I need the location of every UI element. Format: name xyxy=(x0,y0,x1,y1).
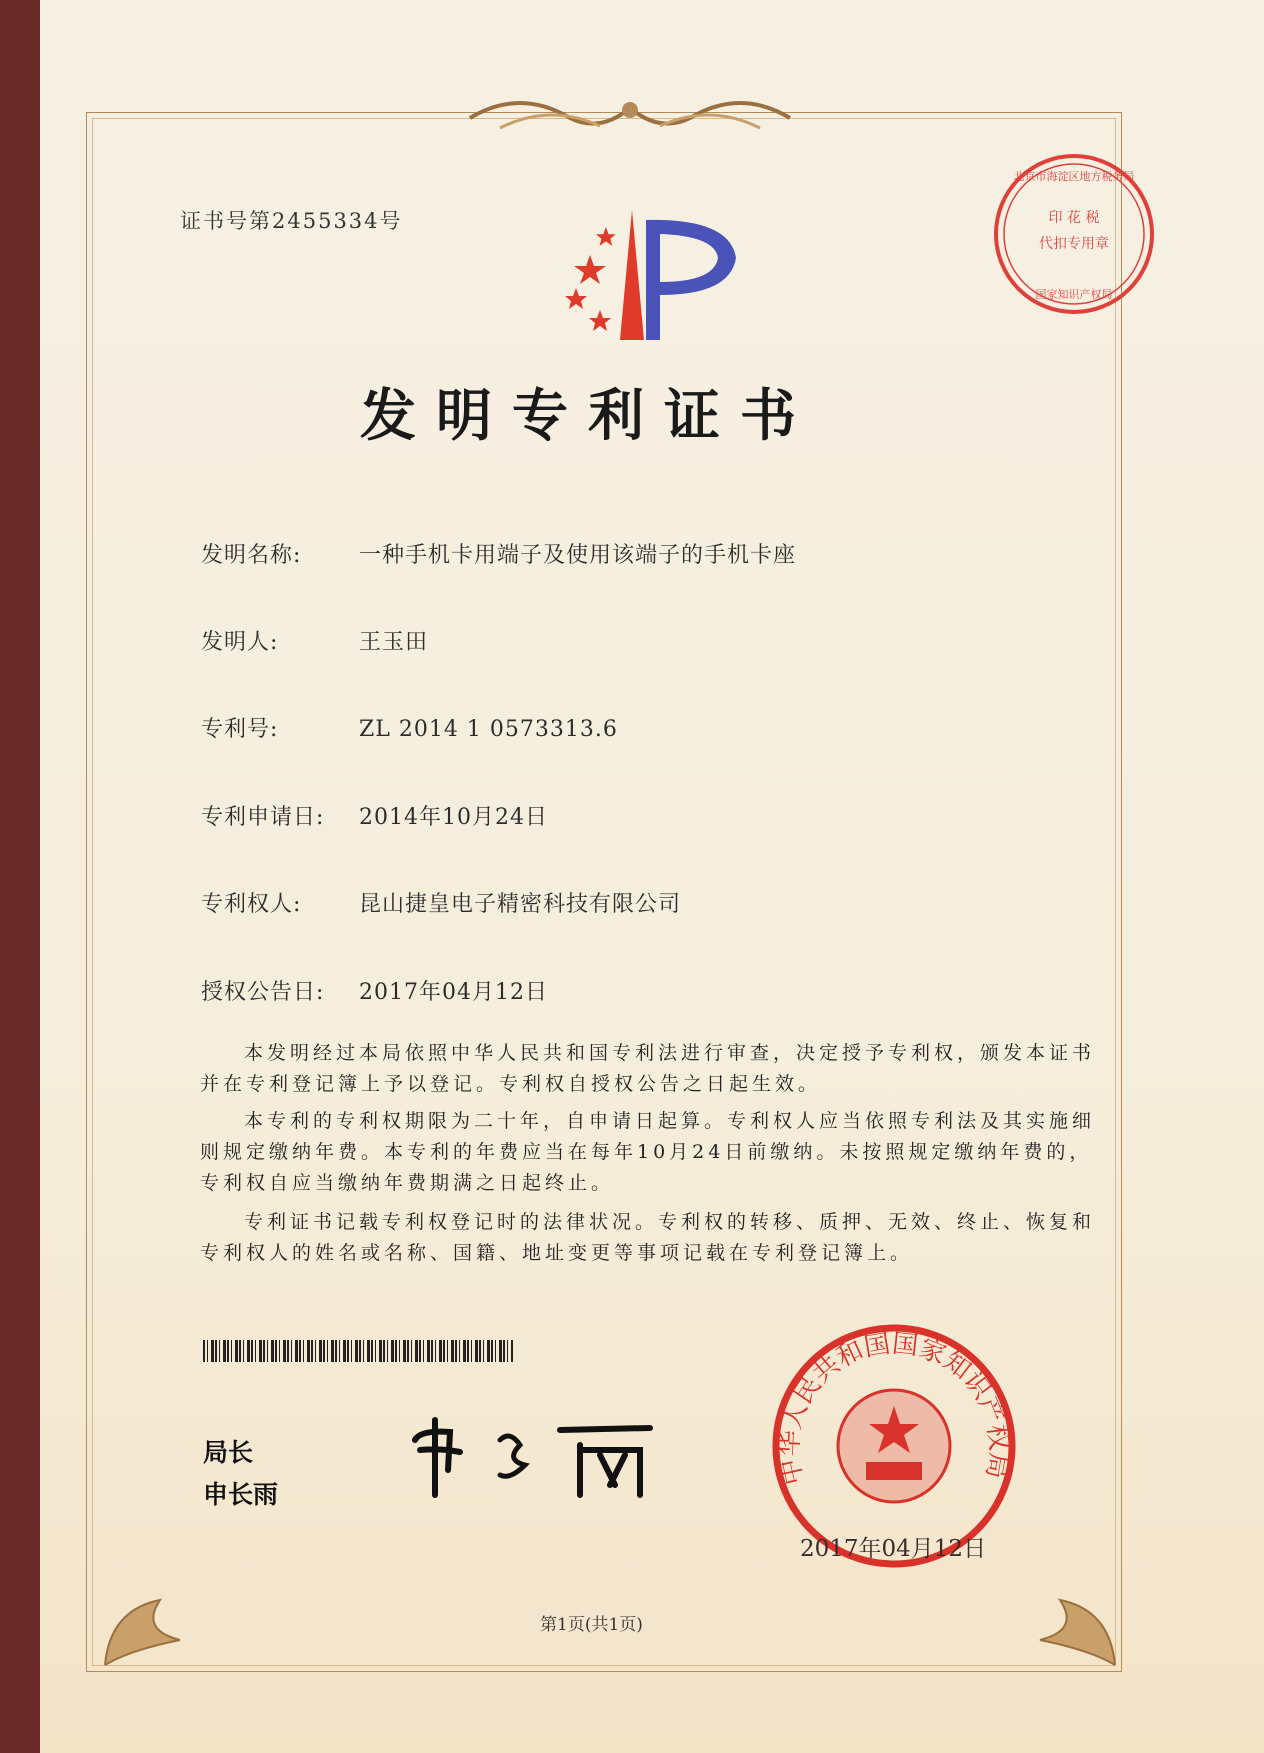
field-inventor xyxy=(201,625,428,656)
field-patentee xyxy=(201,887,681,918)
director-name: 申长雨 xyxy=(203,1480,279,1509)
corner-ornament-right xyxy=(1030,1580,1120,1670)
svg-text:代扣专用章: 代扣专用章 xyxy=(1039,236,1109,252)
paragraph-3: 专利证书记载专利权登记时的法律状况。专利权的转移、质押、无效、终止、恢复和专利权人的姓名或名称、国籍、地址变更等事项记载在专利登记簿上。 xyxy=(200,1211,1096,1264)
signature xyxy=(400,1400,680,1510)
field-invention-name xyxy=(201,538,796,569)
patent-office-logo xyxy=(560,200,750,350)
field-label: 授权公告日: xyxy=(201,980,325,1005)
field-value: 王玉田 xyxy=(359,630,429,655)
svg-text:北京市海淀区地方税务局: 北京市海淀区地方税务局 xyxy=(1013,170,1135,183)
page-indicator: 第1页(共1页) xyxy=(540,1615,643,1635)
tax-stamp xyxy=(990,150,1158,318)
field-label: 发明名称: xyxy=(201,543,302,568)
top-ornament xyxy=(460,88,800,138)
field-application-date xyxy=(201,800,548,831)
field-value: 昆山捷皇电子精密科技有限公司 xyxy=(359,892,682,917)
director-block xyxy=(203,1432,278,1516)
paragraph-2: 本专利的专利权期限为二十年，自申请日起算。专利权人应当依照专利法及其实施细则规定缴纳年费。本专利的年费应当在每年10月24日前缴纳。未按照规定缴纳年费的，专利权自应当缴纳年费期满之日起终止。 xyxy=(200,1110,1096,1194)
field-value: 2017年04月12日 xyxy=(359,980,548,1005)
svg-text:中华人民共和国国家知识产权局: 中华人民共和国国家知识产权局 xyxy=(774,1328,1014,1488)
field-label: 专利权人: xyxy=(201,892,302,917)
field-grant-date xyxy=(201,975,548,1006)
field-patent-number xyxy=(201,712,618,743)
field-value: ZL 2014 1 0573313.6 xyxy=(359,717,618,742)
certificate-number: 证书号第2455334号 xyxy=(180,209,403,233)
field-value: 一种手机卡用端子及使用该端子的手机卡座 xyxy=(359,543,797,568)
field-label: 专利号: xyxy=(201,717,279,742)
field-label: 专利申请日: xyxy=(201,805,325,830)
certificate-title: 发明专利证书 xyxy=(360,384,816,449)
corner-ornament-left xyxy=(100,1580,190,1670)
svg-text:国家知识产权局: 国家知识产权局 xyxy=(1035,288,1113,301)
svg-text:印 花 税: 印 花 税 xyxy=(1048,210,1100,226)
seal-date: 2017年04月12日 xyxy=(800,1536,987,1562)
field-label: 发明人: xyxy=(201,630,279,655)
director-title: 局长 xyxy=(203,1438,254,1467)
barcode xyxy=(203,1340,513,1362)
field-value: 2014年10月24日 xyxy=(359,805,548,830)
paragraph-1: 本发明经过本局依照中华人民共和国专利法进行审查，决定授予专利权，颁发本证书并在专利登记簿上予以登记。专利权自授权公告之日起生效。 xyxy=(200,1042,1096,1095)
